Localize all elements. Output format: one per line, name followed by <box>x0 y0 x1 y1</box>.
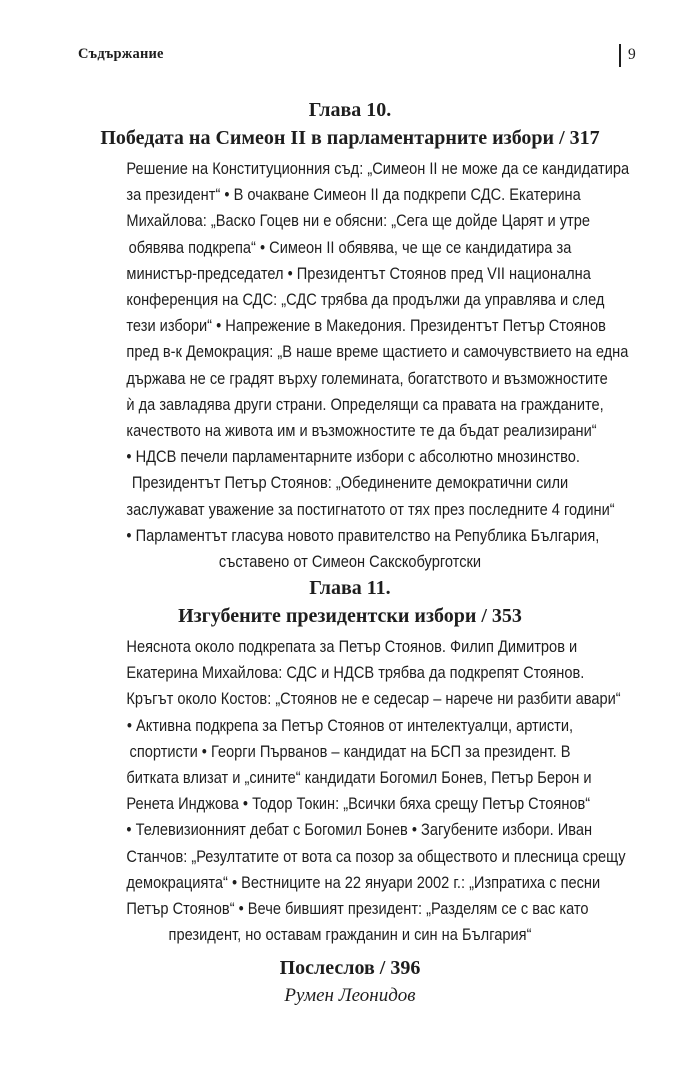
summary-line: Кръгът около Костов: „Стоянов не е седесар – нарече ни разбити авари“ <box>126 689 621 709</box>
summary-line: конференция на СДС: „СДС трябва да продължи да управлява и след <box>126 290 605 310</box>
summary-line: за президент“ • В очакване Симеон II да подкрепи СДС. Екатерина <box>126 185 581 205</box>
chapter-10-entry <box>90 96 630 575</box>
chapter-label: Глава 10. <box>308 99 392 121</box>
summary-line: качеството на живота им и възможностите те да бъдат реализирани“ <box>126 421 597 441</box>
summary-line: президент, но оставам гражданин и син на България“ <box>168 925 532 945</box>
summary-line: спортисти • Георги Първанов – кандидат на БСП за президент. В <box>129 741 571 761</box>
afterword-author: Румен Леонидов <box>284 985 416 1006</box>
chapter-summary <box>90 156 630 575</box>
summary-line: Неяснота около подкрепата за Петър Стоянов. Филип Димитров и <box>126 637 578 656</box>
summary-line: Михайлова: „Васко Гоцев ни е обясни: „Сега ще дойде Царят и утре <box>126 211 590 231</box>
summary-line: ѝ да завладява други страни. Определящи са правата на гражданите, <box>126 394 604 414</box>
summary-line: обявява подкрепа“ • Симеон II обявява, че ще се кандидатира за <box>128 237 572 257</box>
chapter-11-entry <box>90 574 626 948</box>
chapter-label: Глава 11. <box>309 577 391 599</box>
chapter-summary <box>90 634 626 948</box>
running-head-title: Съдържание <box>78 46 164 62</box>
summary-line: • Активна подкрепа за Петър Стоянов от интелектуалци, артисти, <box>126 715 574 735</box>
summary-line: Екатерина Михайлова: СДС и НДСВ трябва да подкрепят Стоянов. <box>126 663 585 683</box>
summary-line: Петър Стоянов“ • Вече бившият президент: „Разделям се с вас като <box>126 899 589 919</box>
summary-line: заслужават уважение за постигнатото от тях през последните 4 години“ <box>126 499 615 519</box>
summary-line: Президентът Петър Стоянов: „Обединените демократични сили <box>131 473 569 493</box>
summary-line: Станчов: „Резултатите от вота са позор за обществото и плесница срещу <box>126 846 626 866</box>
summary-line: • Парламентът гласува новото правителство на Република България, <box>126 525 600 545</box>
summary-line: • НДСВ печели парламентарните избори с абсолютно мнозинство. <box>126 447 580 467</box>
chapter-title: Победата на Симеон II в парламентарните избори / 317 <box>100 127 600 149</box>
summary-line: пред в-к Демокрация: „В наше време щастието и самочувствието на една <box>126 342 629 362</box>
summary-line: тези избори“ • Напрежение в Македония. Президентът Петър Стоянов <box>126 316 606 336</box>
summary-line: Ренета Инджова • Тодор Токин: „Всички бяха срещу Петър Стоянов“ <box>126 794 591 814</box>
summary-line: министър-председател • Президентът Стоянов пред VII национална <box>126 263 591 283</box>
summary-line: съставено от Симеон Сакскобурготски <box>218 552 482 572</box>
summary-line: Решение на Конституционния съд: „Симеон II не може да се кандидатира <box>126 159 630 178</box>
summary-line: • Телевизионният дебат с Богомил Бонев • Загубените избори. Иван <box>126 820 593 840</box>
page-number-divider <box>619 44 621 67</box>
summary-line: демокрацията“ • Вестниците на 22 януари 2002 г.: „Изпратиха с песни <box>126 872 601 892</box>
afterword-title: Послеслов / 396 <box>279 957 421 979</box>
afterword-entry <box>90 954 610 1010</box>
chapter-title: Изгубените президентски избори / 353 <box>178 605 522 627</box>
summary-line: битката влизат и „сините“ кандидати Богомил Бонев, Петър Берон и <box>126 768 592 788</box>
summary-line: държава не се градят върху големината, богатството и възможностите <box>126 368 608 388</box>
page-number: 9 <box>628 46 636 63</box>
